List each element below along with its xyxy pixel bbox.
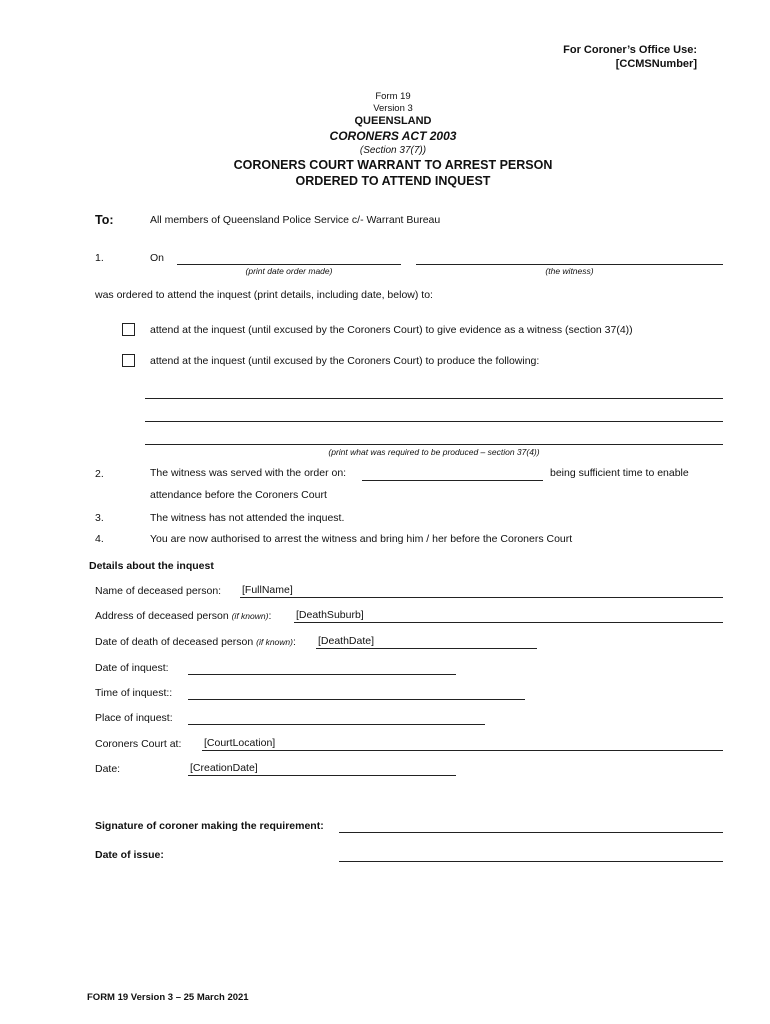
inquest-time-line[interactable]	[188, 699, 525, 700]
form-version: Version 3	[373, 103, 413, 114]
produce-caption: (print what was required to be produced – section 37(4))	[328, 447, 540, 457]
office-use-label: For Coroner’s Office Use:	[563, 44, 697, 56]
produce-label: attend at the inquest (until excused by the Coroners Court) to produce the following:	[150, 355, 540, 367]
death-date-label: Date of death of deceased person (if known):	[95, 636, 296, 648]
ccms-number: [CCMSNumber]	[615, 58, 697, 70]
item4-text: You are now authorised to arrest the witness and bring him / her before the Coroners Court	[150, 533, 573, 545]
inquest-date-label: Date of inquest:	[95, 662, 169, 674]
witness-caption: (the witness)	[545, 266, 594, 276]
item1-number: 1.	[95, 252, 104, 264]
footer-version: FORM 19 Version 3 – 25 March 2021	[87, 992, 249, 1003]
issue-date-label: Date of issue:	[95, 849, 164, 861]
to-label: To:	[95, 213, 114, 227]
inquest-date-line[interactable]	[188, 674, 456, 675]
signature-line[interactable]	[339, 832, 723, 833]
witness-name-line[interactable]	[416, 264, 723, 265]
give-evidence-checkbox[interactable]	[122, 323, 135, 336]
act-section: (Section 37(7))	[359, 145, 427, 156]
deceased-address-label: Address of deceased person (if known):	[95, 610, 272, 622]
inquest-time-label: Time of inquest::	[95, 687, 173, 699]
deceased-name-label: Name of deceased person:	[95, 585, 222, 597]
item2-line2: attendance before the Coroners Court	[150, 489, 327, 501]
date-label: Date:	[95, 763, 121, 775]
court-location-field[interactable]: [CourtLocation]	[202, 737, 723, 751]
item1-on: On	[150, 252, 165, 264]
details-heading: Details about the inquest	[89, 560, 214, 572]
address-hint: (if known)	[231, 611, 269, 621]
form-title-line1: CORONERS COURT WARRANT TO ARREST PERSON	[233, 158, 553, 172]
court-label: Coroners Court at:	[95, 738, 182, 750]
issue-date-line[interactable]	[339, 861, 723, 862]
served-date-line[interactable]	[362, 480, 543, 481]
produce-line-2[interactable]	[145, 421, 723, 422]
item3-number: 3.	[95, 512, 104, 524]
form-title-line2: ORDERED TO ATTEND INQUEST	[295, 174, 491, 188]
give-evidence-label: attend at the inquest (until excused by the Coroners Court) to give evidence as a witness (section 37(4))	[150, 324, 633, 336]
creation-date-field[interactable]: [CreationDate]	[188, 762, 456, 776]
deceased-address-field[interactable]: [DeathSuburb]	[294, 609, 723, 623]
inquest-place-label: Place of inquest:	[95, 712, 173, 724]
death-date-field[interactable]: [DeathDate]	[316, 635, 537, 649]
dod-label-text: Date of death of deceased person	[95, 636, 254, 648]
item2-after: being sufficient time to enable	[550, 467, 689, 479]
item4-number: 4.	[95, 533, 104, 545]
order-date-caption: (print date order made)	[245, 266, 333, 276]
state-name: QUEENSLAND	[354, 115, 432, 127]
dod-hint: (if known)	[256, 637, 293, 647]
deceased-name-field[interactable]: [FullName]	[240, 584, 723, 598]
order-date-line[interactable]	[177, 264, 401, 265]
signature-label: Signature of coroner making the requirement:	[95, 820, 324, 832]
produce-line-1[interactable]	[145, 398, 723, 399]
address-label-text: Address of deceased person	[95, 610, 229, 622]
produce-checkbox[interactable]	[122, 354, 135, 367]
form-number: Form 19	[375, 91, 411, 102]
item2-text: The witness was served with the order on:	[150, 467, 347, 479]
item3-text: The witness has not attended the inquest.	[150, 512, 345, 524]
item2-number: 2.	[95, 468, 104, 480]
act-name: CORONERS ACT 2003	[329, 129, 457, 143]
inquest-place-line[interactable]	[188, 724, 485, 725]
ordered-text: was ordered to attend the inquest (print details, including date, below) to:	[95, 289, 433, 301]
to-recipient: All members of Queensland Police Service c/- Warrant Bureau	[150, 214, 441, 226]
produce-line-3[interactable]	[145, 444, 723, 445]
